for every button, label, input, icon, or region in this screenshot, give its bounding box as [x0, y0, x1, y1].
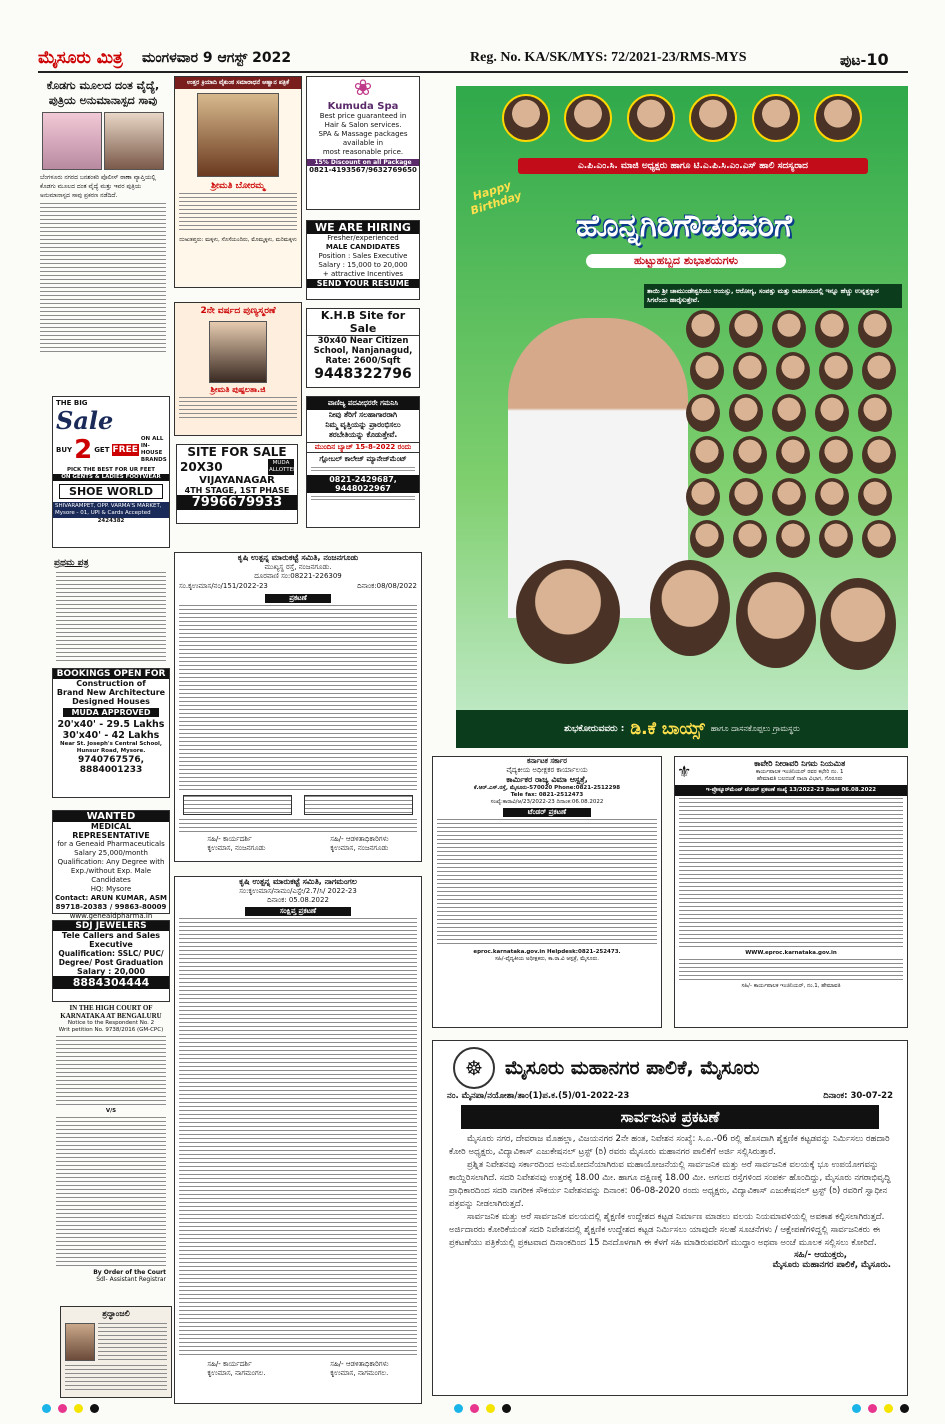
supporter-photo [516, 560, 620, 664]
wanted-website: www.geneaidpharma.in [69, 912, 153, 920]
leader-photo [627, 94, 675, 142]
notice-ref: ಸಂ.ಕೃಉಮಾಸ/ನಂ/151/2022-23 [179, 582, 268, 590]
supporter-photo [819, 520, 853, 558]
site-phone: 7996679933 [177, 495, 297, 510]
supporter-photo [862, 352, 896, 390]
leader-photo [502, 94, 550, 142]
jewelers-title: SDJ JEWELERS [53, 921, 169, 931]
remembrance-ad [174, 302, 302, 436]
obituary-footer: ದುಃಖತಪ್ತರು: ಮಕ್ಕಳು, ಸೊಸೆಯಂದಿರು, ಮೊಮ್ಮಕ್ಕಳು, ಮರಿಮಕ್ಕಳು [179, 237, 297, 243]
notice-table [179, 793, 417, 817]
page-number: ಪುಟ-10 [840, 50, 889, 69]
remembrance-title: 2ನೇ ವರ್ಷದ ಪುಣ್ಯಸ್ಮರಣೆ [200, 306, 276, 316]
course-phone: 0821-2429687, 9448022967 [307, 475, 419, 493]
court-parties-text [56, 1036, 166, 1106]
spa-line: Hair & Salon services. [324, 121, 402, 129]
sale-buy: BUY [56, 446, 73, 454]
course-timings-text [311, 496, 415, 501]
muda-badge: MUDA ALLOTTED [269, 460, 298, 473]
course-line: ನೀವು ತೆರಿಗೆ ಸಲಹಾಗಾರರಾಗಿ [328, 410, 398, 419]
news-body-text [40, 203, 166, 353]
wishers-group: ಡಿ.ಕೆ ಬಾಯ್ಸ್ [630, 719, 705, 739]
supporter-photo [772, 310, 806, 348]
court-vs: V/S [105, 1108, 117, 1114]
supporter-photo [862, 436, 896, 474]
spa-line: SPA & Massage packages [318, 130, 408, 138]
supporter-photo [858, 310, 892, 348]
notice-org: ಕೃಷಿ ಉತ್ಪನ್ನ ಮಾರುಕಟ್ಟೆ ಸಮಿತಿ, ನಂಜನಗೂಡು [237, 553, 359, 562]
portrait-photo [209, 321, 267, 383]
supporter-photo [815, 310, 849, 348]
spa-line: available in [342, 139, 384, 147]
hiring-ad [306, 220, 420, 300]
leader-photo [689, 94, 737, 142]
course-institute: ಗ್ಲೋಬಲ್ ಕಾಲೇಜ್ ಮ್ಯಾನೇಜ್‌ಮೆಂಟ್ [319, 455, 407, 463]
mcc-title: ಮೈಸೂರು ಮಹಾನಗರ ಪಾಲಿಕೆ, ಮೈಸೂರು [505, 1057, 760, 1079]
apmc-nagamangala-notice [174, 876, 422, 1404]
cyan-mark [454, 1404, 463, 1413]
notice-body-text [179, 918, 417, 1358]
tender-phone: ಕೆ.ಆರ್.ಎಸ್.ರಸ್ತೆ, ಮೈಸೂರು-570020 Phone:0821-2512298 [473, 785, 621, 791]
yellow-mark [486, 1404, 495, 1413]
court-signature: Sdl- Assistant Registrar [96, 1276, 166, 1283]
tender-fax: Tele fax: 0821-2512473 [510, 792, 584, 798]
sale-free: FREE [112, 445, 138, 455]
khb-line: Rate: 2600/Sqft [325, 356, 401, 366]
bookings-price: 30'x40' - 42 Lakhs [62, 730, 160, 741]
supporter-photo [819, 436, 853, 474]
birthday-banner [456, 86, 908, 748]
yellow-mark [884, 1404, 893, 1413]
sale-title: Sale [56, 406, 114, 435]
jewelers-line: Executive [89, 940, 133, 949]
signature-org: ಕೃಉಮಾಸ, ನಾಗಮಂಗಲ. [207, 1369, 266, 1377]
supporter-photo [729, 478, 763, 516]
khb-phone: 9448322796 [314, 366, 412, 382]
signature-org: ಕೃಉಮಾಸ, ನಂಜನಗೂಡು [207, 844, 266, 852]
supporter-photo [776, 520, 810, 558]
hiring-title: WE ARE HIRING [307, 221, 419, 234]
tender-line: ಕಾರ್ಮಿಕರ ರಾಜ್ಯ ವಿಮಾ ಆಸ್ಪತ್ರೆ, [506, 775, 588, 784]
page-header [0, 0, 945, 74]
supporter-photo [686, 394, 720, 432]
jewelers-line: Degree/ Post Graduation [58, 958, 164, 967]
wanted-title: WANTED [53, 811, 169, 822]
banner-footer [456, 710, 908, 748]
supporter-photo [650, 560, 730, 656]
sale-phone: 2424382 [97, 518, 125, 524]
bookings-line: Designed Houses [72, 697, 150, 706]
tender-title: ಇ-ಪ್ರೊಕ್ಯೂರ್‌ಮೆಂಟ್ ಟೆಂಡರ್ ಪ್ರಕಟಣೆ ಸಂಖ್ಯೆ 13/2022-23 ದಿನಾಂಕ 06.08.2022 [675, 785, 907, 796]
tender-line: ಹೇಮಾವತಿ ಬಲದಂಡೆ ನಾಲಾ ವಿಭಾಗ, ಗೊರೂರು [756, 776, 843, 782]
supporter-photo [690, 352, 724, 390]
sale-get: GET [94, 446, 110, 454]
news-article [36, 76, 170, 394]
jewelers-ad [52, 920, 170, 1002]
mcc-paragraph: ಮೈಸೂರು ನಗರ, ದೇವರಾಜ ಮೊಹಲ್ಲಾ, ವಿಜಯನಗರ 2ನೇ ಹಂತ, ನಿವೇಶನ ಸಂಖ್ಯೆ: ಸಿ.ಎ.-06 ರಲ್ಲಿ ಹೊಸದಾಗಿ ಶೈಕ್ಷಣಿಕ ಕಟ್ಟಡವನ್ನು ನಿರ್ಮಿಸಲು ರಹದಾರಿ ಕೋರಿ ಅಧ್ಯಕ್ಷರು, ವಿದ್ಯಾವಿಕಾಸ್ ಎಜುಕೇಷನಲ್ ಟ್ರಸ್ಟ್ (ರಿ) ರವರು ಮೈಸೂರು ಮಹಾನಗರ ಪಾಲಿಕೆಗೆ ಅರ್ಜಿ ಸಲ್ಲಿಸಿರುತ್ತಾರೆ. [449, 1134, 890, 1157]
tribute-text [65, 1365, 167, 1391]
signature-org: ಕೃಉಮಾಸ, ನಾಗಮಂಗಲ. [330, 1369, 389, 1377]
court-line: Notice to the Respondent No. 2 [67, 1020, 155, 1026]
mcc-public-notice [432, 1040, 908, 1396]
notice-title: ಪ್ರಥಮ ಪತ್ರ [54, 558, 89, 568]
registration-marks [0, 1404, 945, 1416]
spa-ad [306, 76, 420, 210]
leader-photo [752, 94, 800, 142]
deceased-name: ಶ್ರೀಮತಿ ಪುಷ್ಪಲತಾ.ಜಿ [210, 385, 266, 394]
supporter-photo [815, 394, 849, 432]
hiring-line: + attractive Incentives [322, 270, 404, 278]
remembrance-text [179, 397, 297, 419]
portrait-photo [65, 1323, 95, 1361]
supporter-photo [733, 352, 767, 390]
court-notice [52, 1004, 170, 1300]
hiring-line: Fresher/experienced [327, 234, 399, 242]
sale-address: SHIVARAMPET, OPP. VARMA'S MARKET, Mysore - 01, UPI & Cards Accepted [53, 502, 169, 518]
supporter-photo [858, 478, 892, 516]
supporter-photo [820, 578, 896, 670]
jewelers-line: Qualification: SSLC/ PUC/ [58, 949, 164, 958]
tribute-body [61, 1321, 171, 1363]
registration-number: Reg. No. KA/SK/MYS: 72/2021-23/RMS-MYS [470, 50, 747, 65]
sale-two: 2 [74, 435, 93, 465]
site-size-row [177, 459, 297, 475]
supporter-photo [772, 394, 806, 432]
black-mark [502, 1404, 511, 1413]
spa-line: most reasonable price. [322, 148, 404, 156]
court-heading: IN THE HIGH COURT OF [69, 1004, 153, 1012]
supporter-photo [819, 352, 853, 390]
first-letter-notice [52, 556, 170, 666]
tender-org: ಕಾವೇರಿ ನೀರಾವರಿ ನಿಗಮ ನಿಯಮಿತ [754, 759, 846, 768]
khb-title: K.H.B Site for Sale [307, 309, 419, 336]
site-area: VIJAYANAGAR [199, 475, 275, 486]
notice-table-cell [183, 795, 292, 815]
notice-org: ಕೃಷಿ ಉತ್ಪನ್ನ ಮಾರುಕಟ್ಟೆ ಸಮಿತಿ, ನಾಗಮಂಗಲ [239, 877, 357, 886]
tender-ref: ಸಂಖ್ಯೆ:ಕಾರಾವಿ/ಆ/23/2022-23 ದಿನಾಂಕ:06.08.2022 [490, 799, 604, 805]
course-batch: ಮುಂದಿನ ಬ್ಯಾಚ್ 15-8-2022 ರಂದು [307, 442, 419, 453]
news-photos [42, 112, 164, 170]
site-size: 20X30 [180, 460, 223, 474]
notice-title: ಸಂಕ್ಷಿಪ್ತ ಪ್ರಕಟಣೆ [245, 907, 351, 916]
supporter-photo [733, 436, 767, 474]
kaveri-tender [674, 756, 908, 1028]
bookings-price: 20'x40' - 29.5 Lakhs [57, 719, 165, 730]
wish-message: ತಾಯಿ ಶ್ರೀ ಚಾಮುಂಡೇಶ್ವರಿಯು ಆಯಸ್ಸು, ಆರೋಗ್ಯ, ಸಂಪತ್ತು ಮತ್ತು ರಾಜಕೀಯದಲ್ಲಿ ಇನ್ನೂ ಹೆಚ್ಚು ಉನ್ನತ್ತಕ್ಕಾನ ಸಿಗಲೆಂದು ಹಾರೈಸುತ್ತೇವೆ. [644, 284, 902, 308]
leader-photo [814, 94, 862, 142]
mcc-paragraph: ಪ್ರಶ್ನಿತ ನಿವೇಶನವು ಸರ್ಕಾರದಿಂದ ಅನುಮೋದನೆಯಾಗಿರುವ ಮಹಾಯೋಜನೆಯಲ್ಲಿ ಸಾರ್ವಜನಿಕ ಮತ್ತು ಅರೆ ಸಾರ್ವಜನಿಕ ವಲಯಕ್ಕೆ ಭೂ ಉಪಯೋಗವನ್ನು ಕಾಯ್ದಿರಿಸಲಾಗಿದೆ. ಸದರಿ ನಿವೇಶನವು ಉತ್ತರಕ್ಕೆ 18.00 ಮೀ. ಹಾಗೂ ದಕ್ಷಿಣಕ್ಕೆ 18.00 ಮೀ. ಅಗಲದ ರಸ್ತೆಗಳಿಂದ ಸಂಪರ್ಕ ಹೊಂದಿದ್ದು, ಮೈಸೂರು ನಗರಾಭಿವೃದ್ಧಿ ಪ್ರಾಧಿಕಾರದಿಂದ ಸದರಿ ನಾಗರೀಕ ಸೌಕರ್ಯ ನಿವೇಶನವನ್ನು ದಿನಾಂಕ: 06-08-2020 ರಂದು ಅಧ್ಯಕ್ಷರು, ವಿದ್ಯಾವಿಕಾಸ್ ಎಜುಕೇಷನಲ್ ಟ್ರಸ್ಟ್ (ರಿ) ರವರಿಗೆ ಸ್ವಾಧೀನ ಪತ್ರವನ್ನು ನೀಡಲಾಗಿರುತ್ತದೆ. [449, 1160, 891, 1209]
cyan-mark [852, 1404, 861, 1413]
spa-phone: 0821-4193567/9632769650 [309, 166, 417, 174]
banner-subtitle: ಎ.ಪಿ.ಎಂ.ಸಿ. ಮಾಜಿ ಅಧ್ಯಕ್ಷರು ಹಾಗೂ ಟಿ.ಎ.ಪಿ.ಸಿ.ಎಂ.ಎಸ್ ಹಾಲಿ ಸದಸ್ಯರಾದ [518, 158, 868, 174]
notice-address: ಮುಖ್ಯಸ್ಥ ರಸ್ತೆ, ನಂಜನಗೂಡು. [264, 563, 332, 571]
portrait-photo [197, 93, 279, 177]
child-photo [42, 112, 102, 170]
notice-signatures [175, 1360, 421, 1378]
bookings-phone: 9740767576, 8884001233 [77, 755, 145, 775]
celebrant-name: ಹೊನ್ನಗಿರಿಗೌಡರವರಿಗೆ [576, 208, 792, 244]
tribute-title: ಶ್ರದ್ಧಾಂಜಲಿ [102, 1309, 130, 1318]
signature-administrator: ಸಹಿ/- ಆಡಳಿತಾಧಿಕಾರಿಗಳು [330, 1360, 389, 1368]
mcc-ref: ನಂ. ಮೈನಪಾ/ನಯೋಶಾ/ತಾಂ(1)ಪ.ಕ.(5)/01-2022-23 [447, 1091, 630, 1101]
obituary-ad [174, 76, 302, 288]
wanted-line: HQ: Mysore [90, 885, 132, 893]
kaveri-header [675, 757, 907, 785]
mcc-paragraph: ಸಾರ್ವಜನಿಕ ಮತ್ತು ಅರೆ ಸಾರ್ವಜನಿಕ ವಲಯದಲ್ಲಿ ಶೈಕ್ಷಣಿಕ ಉದ್ದೇಶದ ಕಟ್ಟಡ ನಿರ್ಮಾಣ ಮಾಡಲು ವಲಯ ನಿಯಮಾವಳಿಯಲ್ಲಿ ಅವಕಾಶ ಕಲ್ಪಿಸಲಾಗಿರುತ್ತದೆ. ಅರ್ಜಿದಾರರು ಕೋರಿಕೆಯಂತೆ ಸದರಿ ನಿವೇಶನದಲ್ಲಿ ಶೈಕ್ಷಣಿಕ ಉದ್ದೇಶದ ಕಟ್ಟಡ ನಿರ್ಮಿಸಲು ಯಾವುದೇ ಸಲಹೆ ಸೂಚನೆಗಳು / ಆಕ್ಷೇಪಣೆಗಳಿದ್ದಲ್ಲಿ ಸಾರ್ವಜನಿಕರು ಈ ಪ್ರಕಟಣೆಯು ಪತ್ರಿಕೆಯಲ್ಲಿ ಪ್ರಕಟವಾದ ದಿನಾಂಕದಿಂದ 15 ದಿನದೊಳಗಾಗಿ ಈ ಕೆಳಗೆ ಸಹಿ ಮಾಡಿರುವವರಿಗೆ ಮುದ್ದಾಂ ಅಥವಾ ಅಂಚೆ ಮೂಲಕ ಸಲ್ಲಿಸಲು ಕೋರಿದೆ. [449, 1212, 885, 1248]
jewelers-line: Tele Callers and Sales [61, 931, 161, 940]
esi-hospital-tender [432, 756, 662, 1028]
sale-gents: ON GENTS & LADIES FOOTWEAR [53, 474, 169, 481]
wanted-contact: Contact: ARUN KUMAR, ASM [55, 894, 167, 902]
lotus-icon: ❀ [353, 76, 373, 101]
notice-date: ದಿನಾಂಕ: 05.08.2022 [267, 896, 329, 904]
supporter-photo [858, 394, 892, 432]
notice-body-text [56, 572, 166, 662]
supporter-photo [733, 520, 767, 558]
signature-secretary: ಸಹಿ/- ಕಾರ್ಯದರ್ಶಿ [207, 835, 252, 843]
court-line: Writ petition No. 9738/2016 (GM-CPC) [58, 1027, 164, 1033]
notice-phone: ದೂರವಾಣಿ ಸಂ:08221-226309 [254, 572, 342, 580]
supporter-photo [776, 352, 810, 390]
wanted-phone: 89718-20383 / 99863-80009 [55, 903, 167, 911]
course-line: ತರಬೇತಿಯನ್ನು ಕೊಡುತ್ತೇವೆ. [328, 430, 398, 439]
bookings-address: Near St. Joseph's Central School, Hunsur Road, Mysore. [59, 741, 163, 754]
tender-line: ಕಾರ್ಯಪಾಲಕ ಇಂಜಿನಿಯರ್ ರವರ ಕಛೇರಿ ನಂ. 1 [755, 769, 844, 775]
court-body-text [56, 1117, 166, 1267]
black-mark [900, 1404, 909, 1413]
tender-line: ವೈದ್ಯಕೀಯ ಅಧೀಕ್ಷಕರ ಕಾರ್ಯಾಲಯ [506, 766, 588, 774]
tender-signature: ಸಹಿ/-ವೈದ್ಯಕೀಯ ಅಧೀಕ್ಷಕರು, ಕಾ.ರಾ.ವಿ ಆಸ್ಪತ್ರೆ, ಮೈಸೂರು. [494, 956, 600, 962]
signature-org: ಕೃಉಮಾಸ, ನಂಜನಗೂಡು [330, 844, 389, 852]
jewelers-phone: 8884304444 [53, 976, 169, 989]
supporter-photo [772, 478, 806, 516]
course-title: ವಾಣಿಜ್ಯ ಪದವೀಧರರೇ ಗಮನಿಸಿ [307, 397, 419, 410]
tender-body-text [437, 819, 657, 947]
supporter-photo [729, 394, 763, 432]
supporter-photo [862, 520, 896, 558]
happy-birthday-label: Happy Birthday [468, 178, 524, 218]
wanted-line: for a Geneaid Pharmaceuticals [57, 840, 165, 848]
mcc-signature: ಸಹಿ/- ಆಯುಕ್ತರು, [794, 1250, 847, 1260]
shoe-sale-ad [52, 396, 170, 548]
shoe-world-logo: SHOE WORLD [59, 484, 163, 499]
buy-get-row [53, 433, 169, 467]
supporter-photo [690, 436, 724, 474]
supporter-photo [736, 572, 816, 668]
khb-site-ad [306, 308, 420, 388]
notice-signatures [175, 835, 421, 853]
cyan-mark [42, 1404, 51, 1413]
bookings-line: Construction of [76, 679, 146, 688]
magenta-mark [58, 1404, 67, 1413]
birthday-wishes: ಹುಟ್ಟುಹಬ್ಬದ ಶುಭಾಶಯಗಳು [586, 254, 786, 268]
signature-administrator: ಸಹಿ/- ಆಡಳಿತಾಧಿಕಾರಿಗಳು [330, 835, 389, 843]
muda-approved-badge: MUDA APPROVED [63, 708, 159, 717]
signature-secretary: ಸಹಿ/- ಕಾರ್ಯದರ್ಶಿ [207, 1360, 252, 1368]
hiring-line: Position : Sales Executive [318, 252, 408, 260]
notice-table-cell [304, 795, 413, 815]
tender-title: ಟೆಂಡರ್ ಪ್ರಕಟಣೆ [503, 808, 591, 817]
notice-date: ದಿನಾಂಕ:08/08/2022 [357, 582, 417, 590]
sale-the: THE BIG [56, 399, 88, 407]
khb-line: 30x40 Near Citizen [317, 336, 409, 346]
magenta-mark [470, 1404, 479, 1413]
supporter-photo [690, 520, 724, 558]
woman-photo [104, 112, 164, 170]
course-address-text [311, 467, 415, 472]
supporter-photo [815, 478, 849, 516]
supporter-photo [729, 310, 763, 348]
mcc-date: ದಿನಾಂಕ: 30-07-22 [823, 1091, 893, 1101]
header-rule [38, 71, 908, 73]
mcc-emblem-icon: ☸ [453, 1047, 495, 1089]
tender-website: WWW.eproc.karnataka.gov.in [745, 950, 837, 956]
spa-line: Best price guaranteed in [319, 112, 407, 120]
supporter-photo [686, 310, 720, 348]
spa-offer: 15% Discount on all Package [307, 159, 419, 166]
hiring-line: MALE CANDIDATES [325, 243, 401, 251]
sale-pick: PICK THE BEST FOR UR FEET [66, 467, 156, 473]
obituary-text [179, 193, 297, 233]
sale-brands: ON ALL IN-HOUSE BRANDS [140, 436, 167, 463]
yellow-mark [74, 1404, 83, 1413]
notice-body-text [179, 819, 417, 833]
tender-body-text [679, 959, 903, 981]
court-heading: KARNATAKA AT BENGALURU [60, 1012, 162, 1020]
commerce-course-ad [306, 396, 420, 528]
notice-title: ಪ್ರಕಟಣೆ [265, 594, 331, 603]
hiring-line: Salary : 15,000 to 20,000 [318, 261, 408, 269]
site-for-sale-ad [176, 444, 298, 524]
obituary-title: ಉತ್ತರ ಕ್ರಿಯಾದಿ ವೈಕುಂಠ ಸಮಾರಾಧನೆ ಆಹ್ವಾನ ಪತ್ರಿಕೆ [175, 77, 301, 89]
wishers-label: ಶುಭಕೋರುವವರು : [564, 724, 625, 734]
mcc-ref-row [433, 1091, 907, 1101]
header-date: ಮಂಗಳವಾರ 9 ಆಗಸ್ಟ್ 2022 [142, 50, 292, 66]
leader-photo [564, 94, 612, 142]
notice-ref-row [175, 581, 421, 592]
deceased-name: ಶ್ರೀಮತಿ ಬೋರಮ್ಮ [211, 181, 265, 191]
site-stage: 4TH STAGE, 1ST PHASE [184, 486, 290, 495]
wanted-line: Exp./without Exp. Male Candidates [70, 867, 152, 884]
black-mark [90, 1404, 99, 1413]
wanted-line: Qualification: Any Degree with [57, 858, 165, 866]
tender-website: eproc.karnataka.gov.in Helpdesk:0821-252473. [473, 949, 621, 955]
masthead: ಮೈಸೂರು ಮಿತ್ರ [38, 48, 123, 68]
mcc-signature: ಮೈಸೂರು ಮಹಾನಗರ ಪಾಲಿಕೆ, ಮೈಸೂರು. [772, 1260, 891, 1270]
apmc-nanjangud-notice [174, 552, 422, 862]
bookings-line: Brand New Architecture [56, 688, 166, 697]
leader-portraits [502, 94, 862, 146]
notice-ref: ಸಂ:ಕೃಉಮಾಸ/ನಾಮಂ/ಎಸ್ಟೇ/2.7/ಸಿ/ 2022-23 [239, 887, 357, 895]
news-headline: ಕೊಡಗು ಮೂಲದ ದಂತ ವೈದ್ಯೆ, ಪುತ್ರಿಯ ಅನುಮಾನಾಸ್ಪದ ಸಾವು [46, 79, 160, 107]
spa-name: Kumuda Spa [327, 101, 399, 112]
bookings-ad [52, 668, 170, 798]
court-signature: By Order of the Court [93, 1269, 166, 1276]
notice-body-text [179, 605, 417, 791]
tender-signature: ಸಹಿ/- ಕಾರ್ಯಪಾಲಕ ಇಂಜಿನಿಯರ್, ನಂ.1, ಹೇಮಾವತಿ [741, 983, 841, 989]
government-emblem-icon: ⚜ [677, 761, 692, 781]
news-lead: ಬೆಂಗಳೂರು ನಗರದ ಬನಶಂಕರಿ ಪೊಲೀಸ್ ಠಾಣಾ ವ್ಯಾಪ್ತಿಯಲ್ಲಿ ಕೊಡಗು ಮೂಲದ ದಂತ ವೈದ್ಯೆ ಮತ್ತು ಇವರ ಪುತ್ರಿಯ ಅನುಮಾನಾಸ್ಪದ ಸಾವು ಪ್ರಕರಣ ನಡೆದಿದೆ. [40, 174, 156, 199]
site-title: SITE FOR SALE [177, 445, 297, 459]
hiring-cta: SEND YOUR RESUME [307, 279, 419, 288]
wanted-role: MEDICAL REPRESENTATIVE [72, 822, 150, 840]
supporter-photo [776, 436, 810, 474]
wanted-ad [52, 810, 170, 920]
village-name: ಹಾಗೂ ದಾಸನಕೊಪ್ಪಲು ಗ್ರಾಮಸ್ಥರು [710, 724, 800, 733]
khb-line: School, Nanjanagud, [313, 346, 413, 356]
wanted-line: Salary 25,000/month [74, 849, 148, 857]
course-line: ನಿಮ್ಮ ವೃತ್ತಿಯನ್ನು ಪ್ರಾರಂಭಿಸಲು [325, 420, 401, 429]
tender-body-text [679, 798, 903, 948]
tribute-text [98, 1323, 167, 1361]
magenta-mark [868, 1404, 877, 1413]
supporter-photo [686, 478, 720, 516]
bookings-title: BOOKINGS OPEN FOR [53, 669, 169, 679]
jewelers-salary: Salary : 20,000 [76, 967, 146, 976]
tribute-ad [60, 1306, 172, 1398]
tender-org: ಕರ್ನಾಟಕ ಸರ್ಕಾರ [527, 757, 567, 765]
mcc-notice-title: ಸಾರ್ವಜನಿಕ ಪ್ರಕಟಣೆ [461, 1105, 879, 1129]
mcc-header [433, 1041, 907, 1091]
